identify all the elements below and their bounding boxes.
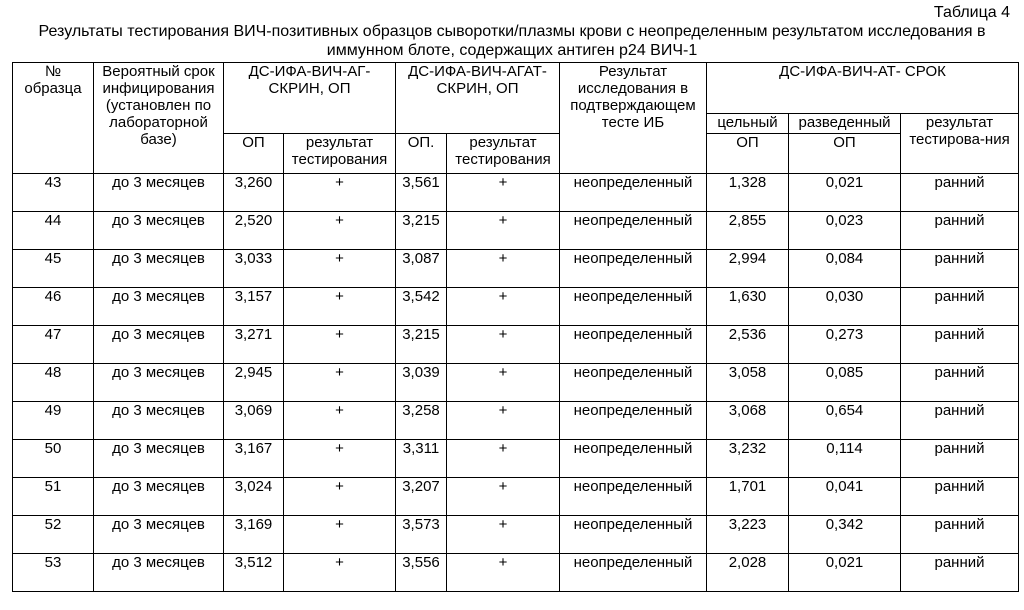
cell-diluted-op: 0,084 [789,250,901,288]
table-row [13,174,1019,212]
cell-sample-no: 52 [13,516,94,554]
cell-whole-op: 2,855 [707,212,789,250]
cell-diluted-op: 0,342 [789,516,901,554]
cell-ag-result: + [284,402,396,440]
cell-ib-result: неопределенный [560,402,707,440]
cell-agat-result: + [447,326,560,364]
cell-whole-op: 3,223 [707,516,789,554]
header-infection-period: Вероятный срок инфицирования (установлен по лабораторной базе) [94,63,224,174]
cell-test-result: ранний [901,402,1019,440]
cell-ag-op: 3,167 [224,440,284,478]
cell-ag-op: 3,169 [224,516,284,554]
cell-agat-op: 3,087 [396,250,447,288]
cell-diluted-op: 0,654 [789,402,901,440]
cell-agat-result: + [447,402,560,440]
cell-diluted-op: 0,273 [789,326,901,364]
cell-agat-op: 3,556 [396,554,447,592]
cell-agat-op: 3,311 [396,440,447,478]
cell-ag-op: 3,271 [224,326,284,364]
cell-whole-op: 3,068 [707,402,789,440]
table-row [13,440,1019,478]
cell-whole-op: 2,028 [707,554,789,592]
header-whole-op: ОП [707,134,789,174]
cell-agat-op: 3,258 [396,402,447,440]
cell-ag-result: + [284,516,396,554]
cell-agat-op: 3,039 [396,364,447,402]
cell-ib-result: неопределенный [560,478,707,516]
cell-agat-op: 3,542 [396,288,447,326]
cell-agat-result: + [447,554,560,592]
table-row [13,326,1019,364]
cell-infection-period: до 3 месяцев [94,478,224,516]
cell-diluted-op: 0,021 [789,174,901,212]
cell-ag-result: + [284,174,396,212]
cell-ag-op: 3,033 [224,250,284,288]
cell-whole-op: 3,232 [707,440,789,478]
cell-ag-result: + [284,440,396,478]
table-row [13,288,1019,326]
cell-ag-result: + [284,364,396,402]
cell-ib-result: неопределенный [560,326,707,364]
cell-agat-result: + [447,516,560,554]
cell-agat-result: + [447,478,560,516]
cell-sample-no: 46 [13,288,94,326]
cell-test-result: ранний [901,174,1019,212]
cell-ib-result: неопределенный [560,364,707,402]
header-agat-screen: ДС-ИФА-ВИЧ-АГАТ-СКРИН, ОП [396,63,560,134]
cell-test-result: ранний [901,288,1019,326]
header-diluted-op: ОП [789,134,901,174]
header-sample-no: № образца [13,63,94,174]
cell-ib-result: неопределенный [560,212,707,250]
table-row [13,212,1019,250]
cell-agat-op: 3,573 [396,516,447,554]
cell-infection-period: до 3 месяцев [94,440,224,478]
header-test-result: результат тестирова-ния [901,114,1019,174]
cell-sample-no: 49 [13,402,94,440]
caption-line-2: иммунном блоте, содержащих антиген р24 ВИЧ-1 [326,42,698,59]
cell-sample-no: 47 [13,326,94,364]
cell-ag-result: + [284,250,396,288]
table-number: Таблица 4 [933,4,1010,21]
cell-whole-op: 2,536 [707,326,789,364]
header-diluted: разведенный [789,114,901,134]
cell-agat-result: + [447,212,560,250]
header-ag-op: ОП [224,134,284,174]
cell-ag-op: 3,157 [224,288,284,326]
table-row [13,478,1019,516]
cell-agat-op: 3,215 [396,326,447,364]
cell-ib-result: неопределенный [560,174,707,212]
cell-test-result: ранний [901,516,1019,554]
cell-ag-op: 2,945 [224,364,284,402]
header-ib-result: Результат исследования в подтверждающем тесте ИБ [560,63,707,174]
cell-test-result: ранний [901,478,1019,516]
cell-diluted-op: 0,114 [789,440,901,478]
cell-ag-result: + [284,554,396,592]
cell-sample-no: 50 [13,440,94,478]
table-row [13,554,1019,592]
cell-test-result: ранний [901,554,1019,592]
table-row [13,402,1019,440]
header-row-1 [13,63,1019,114]
cell-ag-result: + [284,212,396,250]
cell-ag-op: 3,512 [224,554,284,592]
results-table [12,62,1019,592]
table-row [13,250,1019,288]
cell-agat-result: + [447,288,560,326]
cell-ag-result: + [284,288,396,326]
cell-infection-period: до 3 месяцев [94,250,224,288]
cell-infection-period: до 3 месяцев [94,402,224,440]
cell-diluted-op: 0,085 [789,364,901,402]
cell-diluted-op: 0,021 [789,554,901,592]
header-agat-op: ОП. [396,134,447,174]
cell-infection-period: до 3 месяцев [94,212,224,250]
cell-infection-period: до 3 месяцев [94,174,224,212]
cell-test-result: ранний [901,250,1019,288]
cell-agat-op: 3,207 [396,478,447,516]
cell-test-result: ранний [901,326,1019,364]
cell-infection-period: до 3 месяцев [94,364,224,402]
cell-ib-result: неопределенный [560,250,707,288]
cell-infection-period: до 3 месяцев [94,326,224,364]
cell-whole-op: 1,701 [707,478,789,516]
cell-ib-result: неопределенный [560,516,707,554]
cell-infection-period: до 3 месяцев [94,554,224,592]
cell-whole-op: 3,058 [707,364,789,402]
cell-test-result: ранний [901,364,1019,402]
cell-diluted-op: 0,023 [789,212,901,250]
cell-diluted-op: 0,030 [789,288,901,326]
cell-infection-period: до 3 месяцев [94,516,224,554]
cell-agat-op: 3,561 [396,174,447,212]
table-row [13,364,1019,402]
cell-ag-op: 2,520 [224,212,284,250]
cell-ag-result: + [284,326,396,364]
header-whole: цельный [707,114,789,134]
cell-test-result: ранний [901,440,1019,478]
cell-sample-no: 44 [13,212,94,250]
cell-ag-op: 3,069 [224,402,284,440]
cell-agat-op: 3,215 [396,212,447,250]
cell-diluted-op: 0,041 [789,478,901,516]
cell-agat-result: + [447,440,560,478]
cell-agat-result: + [447,364,560,402]
cell-agat-result: + [447,174,560,212]
cell-whole-op: 1,328 [707,174,789,212]
cell-whole-op: 2,994 [707,250,789,288]
header-ag-screen: ДС-ИФА-ВИЧ-АГ-СКРИН, ОП [224,63,396,134]
header-agat-result: результат тестирования [447,134,560,174]
cell-test-result: ранний [901,212,1019,250]
cell-infection-period: до 3 месяцев [94,288,224,326]
cell-whole-op: 1,630 [707,288,789,326]
cell-ib-result: неопределенный [560,288,707,326]
cell-sample-no: 48 [13,364,94,402]
cell-agat-result: + [447,250,560,288]
cell-ib-result: неопределенный [560,440,707,478]
cell-ag-result: + [284,478,396,516]
cell-sample-no: 51 [13,478,94,516]
cell-ag-op: 3,024 [224,478,284,516]
caption-line-1: Результаты тестирования ВИЧ-позитивных образцов сыворотки/плазмы крови с неопределенным результатом исследования в [38,23,986,40]
cell-sample-no: 43 [13,174,94,212]
cell-ag-op: 3,260 [224,174,284,212]
header-ag-result: результат тестирования [284,134,396,174]
table-caption [0,22,1024,60]
header-at-srok: ДС-ИФА-ВИЧ-АТ- СРОК [707,63,1019,114]
table-row [13,516,1019,554]
cell-ib-result: неопределенный [560,554,707,592]
cell-sample-no: 45 [13,250,94,288]
cell-sample-no: 53 [13,554,94,592]
